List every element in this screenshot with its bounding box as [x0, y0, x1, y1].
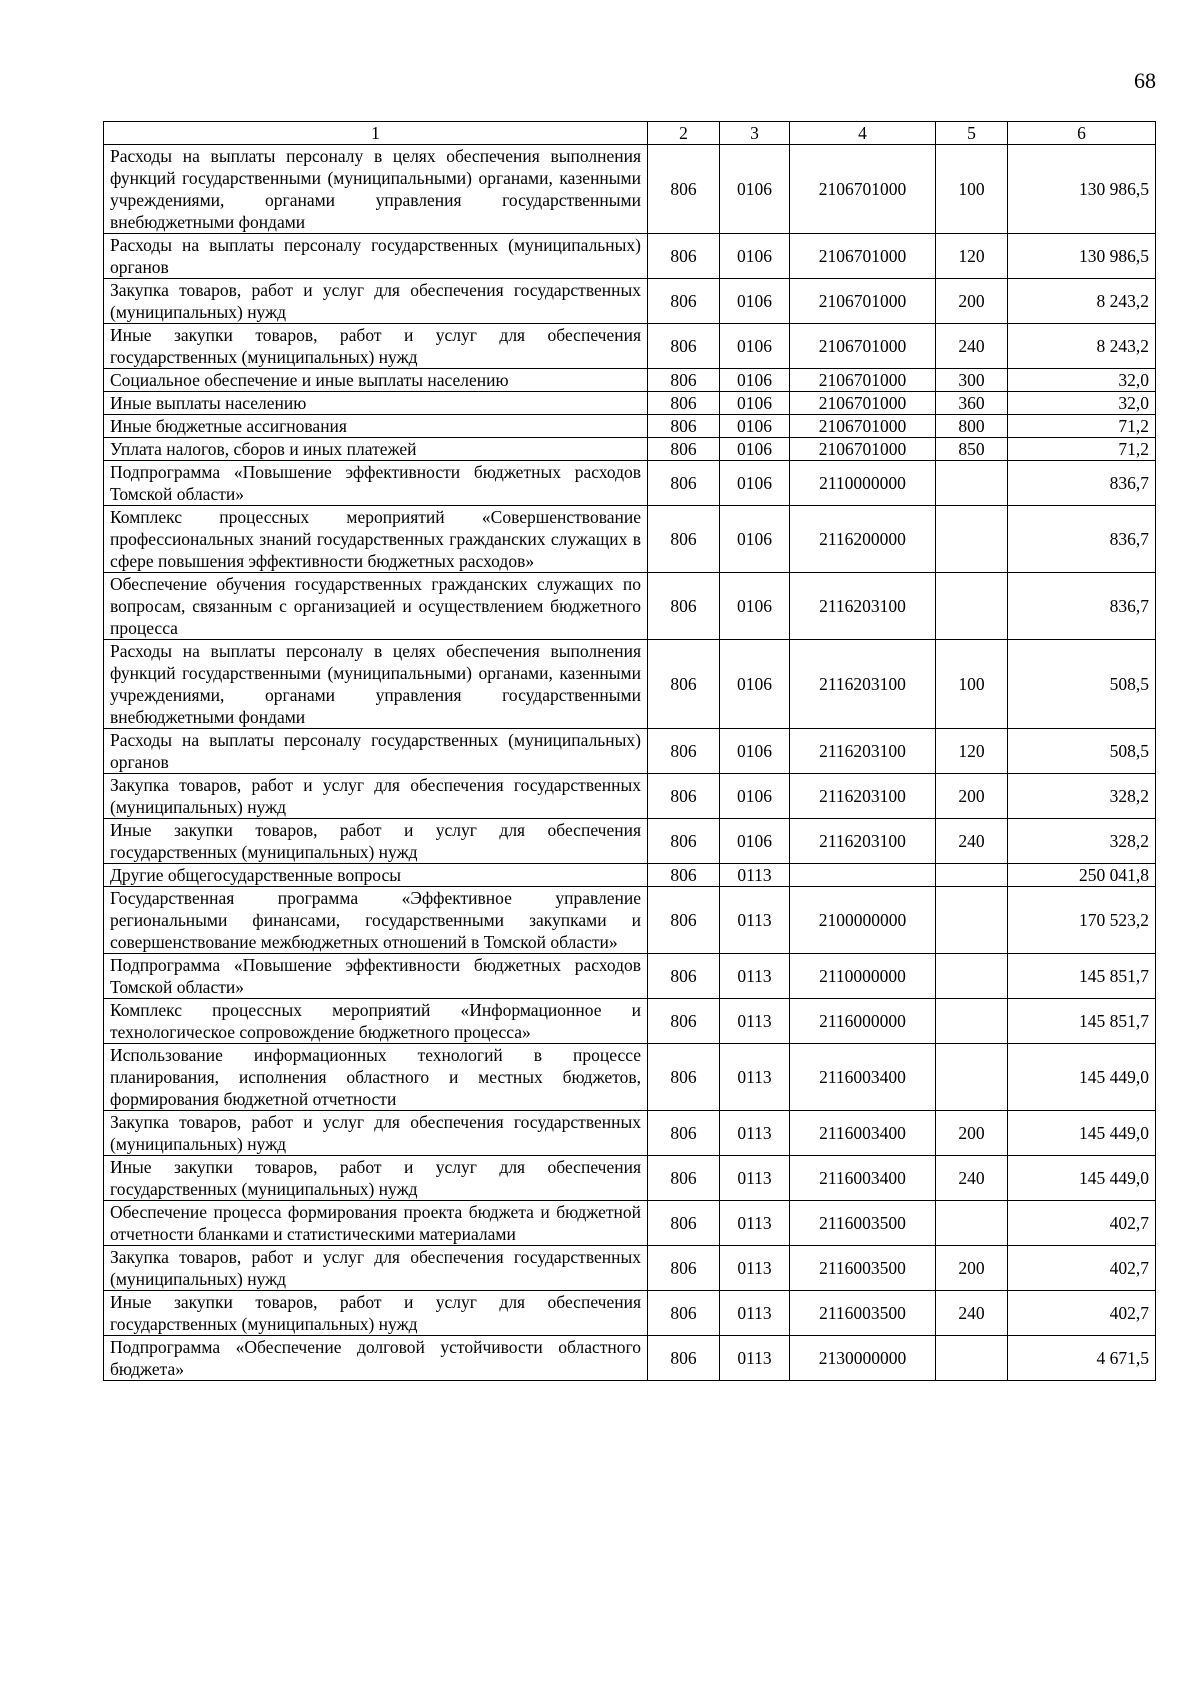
- row-target-code: 2116003500: [790, 1291, 936, 1336]
- row-name: Иные закупки товаров, работ и услуг для обеспечения государственных (муниципальных) нужд: [104, 1156, 648, 1201]
- row-target-code: 2116003500: [790, 1246, 936, 1291]
- row-name: Комплекс процессных мероприятий «Информационное и технологическое сопровождение бюджетного процесса»: [104, 999, 648, 1044]
- row-target-code: 2116203100: [790, 819, 936, 864]
- row-amount: 71,2: [1008, 438, 1156, 461]
- row-expense-type-code: [936, 864, 1008, 887]
- row-target-code: 2106701000: [790, 369, 936, 392]
- row-amount: 145 851,7: [1008, 999, 1156, 1044]
- row-target-code: 2116003400: [790, 1156, 936, 1201]
- row-ministry-code: 806: [648, 1246, 720, 1291]
- row-target-code: 2116203100: [790, 729, 936, 774]
- row-section-code: 0106: [720, 461, 790, 506]
- row-amount: 508,5: [1008, 729, 1156, 774]
- column-number-row: [104, 122, 1156, 145]
- table-row: [104, 506, 1156, 573]
- row-target-code: 2110000000: [790, 461, 936, 506]
- row-target-code: 2130000000: [790, 1336, 936, 1381]
- table-row: [104, 324, 1156, 369]
- row-name: Обеспечение процесса формирования проекта бюджета и бюджетной отчетности бланками и статистическими материалами: [104, 1201, 648, 1246]
- row-amount: 4 671,5: [1008, 1336, 1156, 1381]
- row-target-code: 2106701000: [790, 279, 936, 324]
- row-section-code: 0113: [720, 1111, 790, 1156]
- row-name: Обеспечение обучения государственных гражданских служащих по вопросам, связанным с организацией и осуществлением бюджетного процесса: [104, 573, 648, 640]
- row-ministry-code: 806: [648, 1201, 720, 1246]
- row-target-code: 2116203100: [790, 573, 936, 640]
- row-expense-type-code: [936, 999, 1008, 1044]
- table-row: [104, 729, 1156, 774]
- row-name: Государственная программа «Эффективное управление региональными финансами, государственными закупками и совершенствование межбюджетных отношений в Томской области»: [104, 887, 648, 954]
- row-ministry-code: 806: [648, 573, 720, 640]
- row-target-code: 2100000000: [790, 887, 936, 954]
- row-target-code: 2116203100: [790, 640, 936, 729]
- row-amount: 836,7: [1008, 573, 1156, 640]
- row-section-code: 0106: [720, 640, 790, 729]
- row-target-code: 2116003400: [790, 1111, 936, 1156]
- row-amount: 402,7: [1008, 1201, 1156, 1246]
- column-header-1: 1: [104, 122, 648, 145]
- table-row: [104, 369, 1156, 392]
- row-ministry-code: 806: [648, 392, 720, 415]
- row-section-code: 0113: [720, 864, 790, 887]
- row-ministry-code: 806: [648, 234, 720, 279]
- row-name: Закупка товаров, работ и услуг для обеспечения государственных (муниципальных) нужд: [104, 279, 648, 324]
- table-row: [104, 461, 1156, 506]
- table-row: [104, 999, 1156, 1044]
- row-ministry-code: 806: [648, 461, 720, 506]
- table-row: [104, 1201, 1156, 1246]
- table-row: [104, 145, 1156, 234]
- row-amount: 145 449,0: [1008, 1156, 1156, 1201]
- row-name: Использование информационных технологий в процессе планирования, исполнения областного и местных бюджетов, формирования бюджетной отчетности: [104, 1044, 648, 1111]
- row-expense-type-code: 300: [936, 369, 1008, 392]
- row-name: Комплекс процессных мероприятий «Совершенствование профессиональных знаний государственных гражданских служащих в сфере повышения эффективности бюджетных расходов»: [104, 506, 648, 573]
- row-section-code: 0113: [720, 887, 790, 954]
- row-ministry-code: 806: [648, 999, 720, 1044]
- row-expense-type-code: 240: [936, 324, 1008, 369]
- row-ministry-code: 806: [648, 819, 720, 864]
- table-row: [104, 415, 1156, 438]
- row-ministry-code: 806: [648, 887, 720, 954]
- row-name: Расходы на выплаты персоналу государственных (муниципальных) органов: [104, 234, 648, 279]
- row-name: Расходы на выплаты персоналу в целях обеспечения выполнения функций государственными (муниципальными) органами, казенными учреждениями, органами управления государственными внебюджетными фондами: [104, 145, 648, 234]
- row-amount: 145 851,7: [1008, 954, 1156, 999]
- row-ministry-code: 806: [648, 864, 720, 887]
- page-number: 68: [1134, 68, 1156, 93]
- row-target-code: [790, 864, 936, 887]
- row-target-code: 2106701000: [790, 145, 936, 234]
- row-name: Закупка товаров, работ и услуг для обеспечения государственных (муниципальных) нужд: [104, 774, 648, 819]
- row-name: Иные выплаты населению: [104, 392, 648, 415]
- column-header-5: 5: [936, 122, 1008, 145]
- row-expense-type-code: 800: [936, 415, 1008, 438]
- table-body: [104, 145, 1156, 1381]
- row-target-code: 2116003500: [790, 1201, 936, 1246]
- row-amount: 328,2: [1008, 819, 1156, 864]
- table-row: [104, 640, 1156, 729]
- row-name: Расходы на выплаты персоналу государственных (муниципальных) органов: [104, 729, 648, 774]
- row-section-code: 0106: [720, 415, 790, 438]
- row-expense-type-code: 200: [936, 1111, 1008, 1156]
- table-row: [104, 1044, 1156, 1111]
- row-name: Иные закупки товаров, работ и услуг для обеспечения государственных (муниципальных) нужд: [104, 324, 648, 369]
- row-section-code: 0106: [720, 392, 790, 415]
- row-name: Подпрограмма «Повышение эффективности бюджетных расходов Томской области»: [104, 954, 648, 999]
- row-target-code: 2116200000: [790, 506, 936, 573]
- row-section-code: 0113: [720, 954, 790, 999]
- row-name: Иные бюджетные ассигнования: [104, 415, 648, 438]
- row-expense-type-code: 100: [936, 145, 1008, 234]
- row-name: Иные закупки товаров, работ и услуг для обеспечения государственных (муниципальных) нужд: [104, 1291, 648, 1336]
- row-ministry-code: 806: [648, 279, 720, 324]
- row-section-code: 0113: [720, 1336, 790, 1381]
- row-amount: 402,7: [1008, 1246, 1156, 1291]
- row-expense-type-code: [936, 1336, 1008, 1381]
- budget-table: [103, 121, 1156, 1381]
- table-row: [104, 1246, 1156, 1291]
- row-name: Социальное обеспечение и иные выплаты населению: [104, 369, 648, 392]
- row-section-code: 0113: [720, 1246, 790, 1291]
- row-ministry-code: 806: [648, 1291, 720, 1336]
- column-header-4: 4: [790, 122, 936, 145]
- row-amount: 145 449,0: [1008, 1111, 1156, 1156]
- row-expense-type-code: 100: [936, 640, 1008, 729]
- column-header-2: 2: [648, 122, 720, 145]
- row-expense-type-code: 120: [936, 729, 1008, 774]
- row-name: Другие общегосударственные вопросы: [104, 864, 648, 887]
- row-ministry-code: 806: [648, 415, 720, 438]
- row-expense-type-code: [936, 1201, 1008, 1246]
- row-section-code: 0113: [720, 999, 790, 1044]
- table-row: [104, 234, 1156, 279]
- row-section-code: 0106: [720, 573, 790, 640]
- row-target-code: 2106701000: [790, 324, 936, 369]
- row-expense-type-code: 200: [936, 1246, 1008, 1291]
- row-target-code: 2116000000: [790, 999, 936, 1044]
- row-section-code: 0106: [720, 729, 790, 774]
- row-amount: 130 986,5: [1008, 145, 1156, 234]
- row-expense-type-code: [936, 461, 1008, 506]
- row-section-code: 0106: [720, 819, 790, 864]
- row-expense-type-code: 240: [936, 1291, 1008, 1336]
- row-expense-type-code: 240: [936, 819, 1008, 864]
- row-name: Иные закупки товаров, работ и услуг для обеспечения государственных (муниципальных) нужд: [104, 819, 648, 864]
- table-header: [104, 122, 1156, 145]
- row-amount: 32,0: [1008, 369, 1156, 392]
- row-target-code: 2106701000: [790, 415, 936, 438]
- row-target-code: 2116203100: [790, 774, 936, 819]
- table-row: [104, 819, 1156, 864]
- row-section-code: 0106: [720, 506, 790, 573]
- row-expense-type-code: 120: [936, 234, 1008, 279]
- row-section-code: 0106: [720, 145, 790, 234]
- row-section-code: 0113: [720, 1291, 790, 1336]
- row-section-code: 0106: [720, 279, 790, 324]
- row-section-code: 0106: [720, 324, 790, 369]
- table-row: [104, 864, 1156, 887]
- row-amount: 8 243,2: [1008, 324, 1156, 369]
- table-row: [104, 392, 1156, 415]
- row-ministry-code: 806: [648, 145, 720, 234]
- table-row: [104, 1336, 1156, 1381]
- row-target-code: 2106701000: [790, 392, 936, 415]
- table-row: [104, 1156, 1156, 1201]
- row-amount: 71,2: [1008, 415, 1156, 438]
- row-expense-type-code: [936, 1044, 1008, 1111]
- row-ministry-code: 806: [648, 438, 720, 461]
- row-name: Закупка товаров, работ и услуг для обеспечения государственных (муниципальных) нужд: [104, 1111, 648, 1156]
- row-section-code: 0113: [720, 1201, 790, 1246]
- row-amount: 145 449,0: [1008, 1044, 1156, 1111]
- row-ministry-code: 806: [648, 1044, 720, 1111]
- row-section-code: 0113: [720, 1044, 790, 1111]
- row-amount: 130 986,5: [1008, 234, 1156, 279]
- table-row: [104, 774, 1156, 819]
- row-name: Расходы на выплаты персоналу в целях обеспечения выполнения функций государственными (муниципальными) органами, казенными учреждениями, органами управления государственными внебюджетными фондами: [104, 640, 648, 729]
- row-amount: 836,7: [1008, 506, 1156, 573]
- table-row: [104, 954, 1156, 999]
- column-header-6: 6: [1008, 122, 1156, 145]
- row-expense-type-code: 240: [936, 1156, 1008, 1201]
- row-target-code: 2106701000: [790, 234, 936, 279]
- row-name: Закупка товаров, работ и услуг для обеспечения государственных (муниципальных) нужд: [104, 1246, 648, 1291]
- row-expense-type-code: 200: [936, 279, 1008, 324]
- row-section-code: 0106: [720, 438, 790, 461]
- row-expense-type-code: 200: [936, 774, 1008, 819]
- table-row: [104, 1111, 1156, 1156]
- row-target-code: 2106701000: [790, 438, 936, 461]
- row-ministry-code: 806: [648, 369, 720, 392]
- row-amount: 508,5: [1008, 640, 1156, 729]
- row-ministry-code: 806: [648, 954, 720, 999]
- row-ministry-code: 806: [648, 506, 720, 573]
- table-row: [104, 887, 1156, 954]
- row-name: Подпрограмма «Повышение эффективности бюджетных расходов Томской области»: [104, 461, 648, 506]
- table-row: [104, 279, 1156, 324]
- row-ministry-code: 806: [648, 1111, 720, 1156]
- row-amount: 170 523,2: [1008, 887, 1156, 954]
- row-ministry-code: 806: [648, 1336, 720, 1381]
- row-expense-type-code: [936, 573, 1008, 640]
- row-section-code: 0113: [720, 1156, 790, 1201]
- row-amount: 402,7: [1008, 1291, 1156, 1336]
- column-header-3: 3: [720, 122, 790, 145]
- row-target-code: 2110000000: [790, 954, 936, 999]
- row-expense-type-code: [936, 887, 1008, 954]
- table-row: [104, 438, 1156, 461]
- row-ministry-code: 806: [648, 774, 720, 819]
- row-ministry-code: 806: [648, 640, 720, 729]
- row-section-code: 0106: [720, 234, 790, 279]
- row-expense-type-code: [936, 506, 1008, 573]
- row-amount: 32,0: [1008, 392, 1156, 415]
- row-section-code: 0106: [720, 369, 790, 392]
- row-amount: 836,7: [1008, 461, 1156, 506]
- row-ministry-code: 806: [648, 324, 720, 369]
- row-ministry-code: 806: [648, 729, 720, 774]
- row-amount: 8 243,2: [1008, 279, 1156, 324]
- row-amount: 250 041,8: [1008, 864, 1156, 887]
- row-amount: 328,2: [1008, 774, 1156, 819]
- row-section-code: 0106: [720, 774, 790, 819]
- table-row: [104, 573, 1156, 640]
- table-row: [104, 1291, 1156, 1336]
- row-expense-type-code: 360: [936, 392, 1008, 415]
- row-expense-type-code: 850: [936, 438, 1008, 461]
- row-ministry-code: 806: [648, 1156, 720, 1201]
- row-name: Подпрограмма «Обеспечение долговой устойчивости областного бюджета»: [104, 1336, 648, 1381]
- row-expense-type-code: [936, 954, 1008, 999]
- row-target-code: 2116003400: [790, 1044, 936, 1111]
- row-name: Уплата налогов, сборов и иных платежей: [104, 438, 648, 461]
